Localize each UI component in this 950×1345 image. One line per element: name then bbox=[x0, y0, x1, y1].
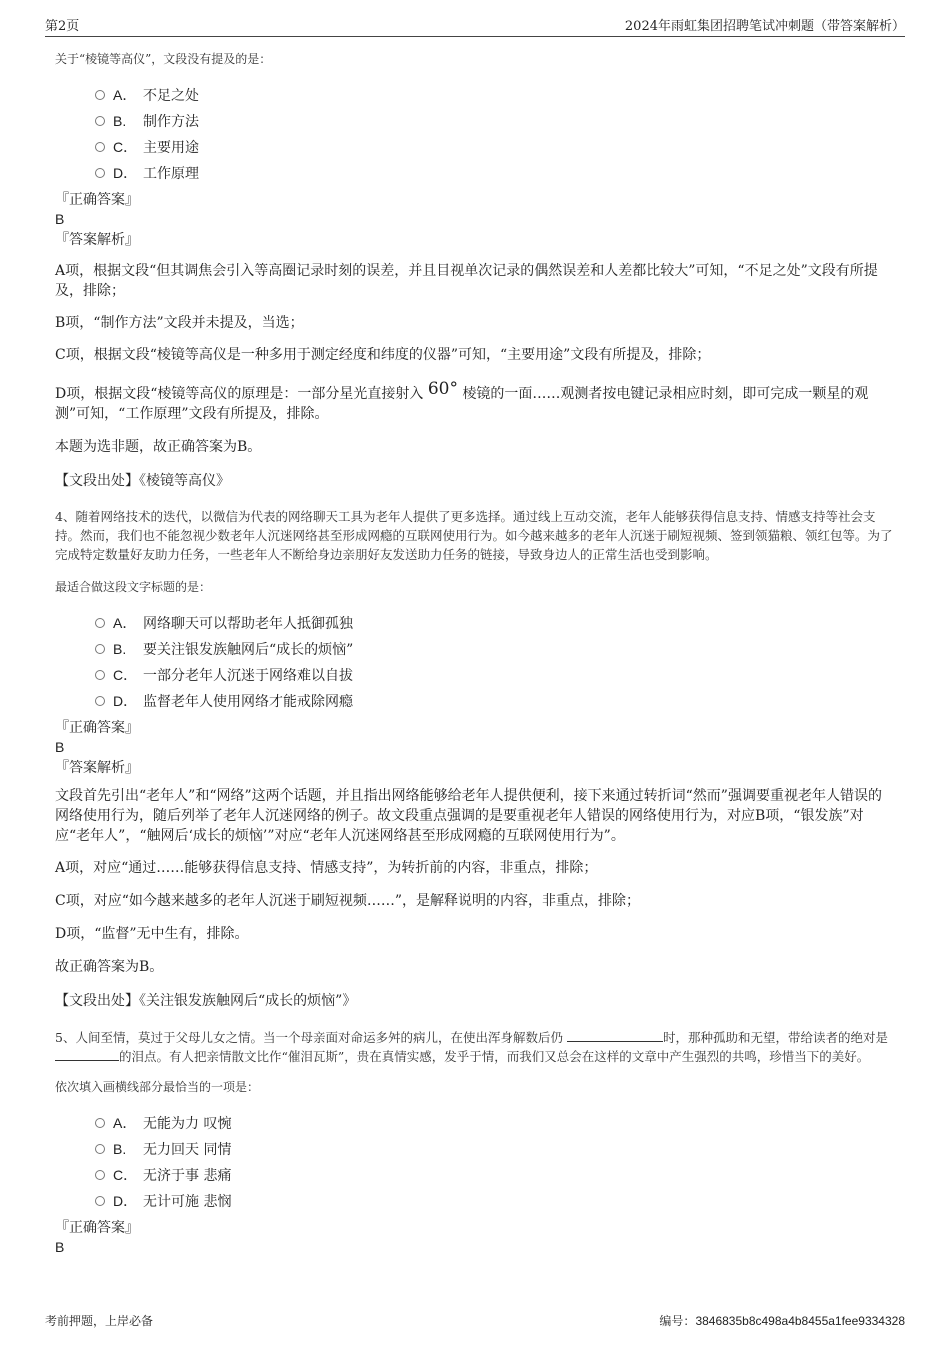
answer-label: 『正确答案』 bbox=[55, 720, 139, 736]
explanation-text: 棱镜的一面……观测者按电键记录相应时刻，即可完成一颗星的观测”可知，“工作原理”文段有所提及，排除。 bbox=[55, 386, 869, 422]
option-list bbox=[95, 1110, 895, 1214]
question-passage: 4、随着网络技术的迭代，以微信为代表的网络聊天工具为老年人提供了更多选择。通过线上互动交流，老年人能够获得信息支持、情感支持等社会支持。然而，我们也不能忽视少数老年人沉迷网络甚至形成网瘾的互联网使用行为。如今越来越多的老年人沉迷于刷短视频、签到领猫粮、领红包等。为了完成特定数量好友助力任务，一些老年人不断给身边亲朋好友发送助力任务的链接，导致身边人的正常生活也受到影响。 bbox=[55, 509, 893, 562]
option-letter: A． bbox=[113, 615, 137, 631]
option-text: 一部分老年人沉迷于网络难以自拔 bbox=[143, 668, 353, 684]
option-letter: D． bbox=[113, 693, 138, 709]
option-a[interactable] bbox=[95, 82, 895, 108]
option-letter: C． bbox=[113, 1167, 138, 1183]
explanation-paragraph: D项，“监督”无中生有，排除。 bbox=[55, 926, 249, 942]
document-title: 2024年雨虹集团招聘笔试冲刺题（带答案解析） bbox=[624, 19, 905, 34]
source-citation: 【文段出处】《关注银发族触网后“成长的烦恼”》 bbox=[55, 993, 357, 1009]
radio-icon[interactable] bbox=[95, 1170, 105, 1180]
option-a[interactable] bbox=[95, 1110, 895, 1136]
option-text: 网络聊天可以帮助老年人抵御孤独 bbox=[143, 616, 353, 632]
option-a[interactable] bbox=[95, 610, 895, 636]
fill-blank bbox=[567, 1029, 663, 1042]
fill-blank bbox=[55, 1048, 119, 1061]
passage-text: 时，那种孤助和无望，带给读者的绝对是 bbox=[662, 1030, 888, 1045]
option-text: 不足之处 bbox=[143, 88, 199, 104]
answer-label: 『正确答案』 bbox=[55, 192, 139, 208]
content bbox=[55, 44, 895, 1256]
conclusion: 故正确答案为B。 bbox=[55, 959, 164, 975]
explanation-paragraph: A项，根据文段“但其调焦会引入等高圈记录时刻的误差，并且目视单次记录的偶然误差和人差都比较大”可知，“不足之处”文段有所提及，排除； bbox=[55, 263, 878, 299]
passage-text: 的泪点。有人把亲情散文比作“催泪瓦斯”，贵在真情实感，发乎于情，而我们又总会在这样的文章中产生强烈的共鸣，珍惜当下的美好。 bbox=[119, 1049, 870, 1064]
explanation-paragraph: A项，对应“通过……能够获得信息支持、情感支持”，为转折前的内容，非重点，排除； bbox=[55, 860, 598, 876]
option-list bbox=[95, 82, 895, 186]
option-letter: D． bbox=[113, 1193, 138, 1209]
radio-icon[interactable] bbox=[95, 1118, 105, 1128]
option-text: 制作方法 bbox=[143, 114, 199, 130]
explanation-label: 『答案解析』 bbox=[55, 760, 139, 776]
explanation-text: D项，根据文段“棱镜等高仪的原理是：一部分星光直接射入 bbox=[55, 386, 424, 402]
option-text: 无力回天 同情 bbox=[143, 1142, 232, 1158]
explanation-label: 『答案解析』 bbox=[55, 232, 139, 248]
explanation-paragraph: C项，根据文段“棱镜等高仪是一种多用于测定经度和纬度的仪器”可知，“主要用途”文段有所提及，排除； bbox=[55, 347, 711, 363]
option-letter: A． bbox=[113, 87, 137, 103]
option-c[interactable] bbox=[95, 662, 895, 688]
footer-slogan: 考前押题，上岸必备 bbox=[45, 1314, 154, 1328]
page-header bbox=[45, 14, 905, 37]
angle-value: 60° bbox=[427, 379, 458, 399]
question-prompt: 关于“棱镜等高仪”，文段没有提及的是： bbox=[55, 52, 272, 66]
option-text: 要关注银发族触网后“成长的烦恼” bbox=[143, 642, 354, 658]
radio-icon[interactable] bbox=[95, 168, 105, 178]
option-d[interactable] bbox=[95, 1188, 895, 1214]
option-text: 无能为力 叹惋 bbox=[143, 1116, 232, 1132]
option-text: 无济于事 悲痛 bbox=[143, 1168, 232, 1184]
option-text: 工作原理 bbox=[143, 166, 199, 182]
passage-text: 5、人间至情，莫过于父母儿女之情。当一个母亲面对命运多舛的病儿，在使出浑身解数后仍 bbox=[55, 1030, 563, 1045]
option-letter: D． bbox=[113, 165, 138, 181]
answer-label: 『正确答案』 bbox=[55, 1220, 139, 1236]
option-list bbox=[95, 610, 895, 714]
option-b[interactable] bbox=[95, 108, 895, 134]
option-letter: B. bbox=[113, 113, 127, 129]
question-passage bbox=[55, 1028, 895, 1066]
document-id-value: 3846835b8c498a4b8455a1fee9334328 bbox=[695, 1314, 905, 1328]
radio-icon[interactable] bbox=[95, 618, 105, 628]
explanation-paragraph: B项，“制作方法”文段并未提及，当选； bbox=[55, 315, 304, 331]
document-id bbox=[659, 1312, 905, 1329]
option-b[interactable] bbox=[95, 1136, 895, 1162]
radio-icon[interactable] bbox=[95, 696, 105, 706]
page-number: 第2页 bbox=[45, 19, 80, 34]
document-id-label: 编号： bbox=[659, 1314, 696, 1328]
answer-value: B bbox=[55, 739, 65, 755]
radio-icon[interactable] bbox=[95, 670, 105, 680]
source-citation: 【文段出处】《棱镜等高仪》 bbox=[55, 473, 230, 489]
explanation-paragraph: 文段首先引出“老年人”和“网络”这两个话题，并且指出网络能够给老年人提供便利，接下来通过转折词“然而”强调要重视老年人错误的网络使用行为，随后列举了老年人沉迷网络的例子。故文段重点强调的是要重视老年人错误的网络使用行为，对应B项，“银发族”对应“老年人”，“触网后‘成长的烦恼’”对应“老年人沉迷网络甚至形成网瘾的互联网使用行为”。 bbox=[55, 788, 882, 844]
conclusion: 本题为选非题，故正确答案为B。 bbox=[55, 439, 262, 455]
option-letter: B. bbox=[113, 641, 127, 657]
explanation-paragraph: C项，对应“如今越来越多的老年人沉迷于刷短视频……”，是解释说明的内容，非重点，排除； bbox=[55, 893, 641, 909]
option-d[interactable] bbox=[95, 160, 895, 186]
option-text: 无计可施 悲悯 bbox=[143, 1194, 232, 1210]
question-prompt: 依次填入画横线部分最恰当的一项是： bbox=[55, 1080, 260, 1094]
question-prompt: 最适合做这段文字标题的是： bbox=[55, 580, 212, 594]
option-d[interactable] bbox=[95, 688, 895, 714]
option-letter: C． bbox=[113, 139, 138, 155]
option-letter: C． bbox=[113, 667, 138, 683]
page-footer bbox=[45, 1312, 905, 1329]
option-text: 主要用途 bbox=[143, 140, 199, 156]
option-text: 监督老年人使用网络才能戒除网瘾 bbox=[143, 694, 353, 710]
explanation-paragraph bbox=[55, 379, 895, 424]
option-letter: A． bbox=[113, 1115, 137, 1131]
radio-icon[interactable] bbox=[95, 644, 105, 654]
option-b[interactable] bbox=[95, 636, 895, 662]
radio-icon[interactable] bbox=[95, 1196, 105, 1206]
radio-icon[interactable] bbox=[95, 1144, 105, 1154]
radio-icon[interactable] bbox=[95, 90, 105, 100]
answer-value: B bbox=[55, 211, 65, 227]
option-letter: B. bbox=[113, 1141, 127, 1157]
answer-value: B bbox=[55, 1239, 65, 1255]
radio-icon[interactable] bbox=[95, 116, 105, 126]
radio-icon[interactable] bbox=[95, 142, 105, 152]
option-c[interactable] bbox=[95, 1162, 895, 1188]
option-c[interactable] bbox=[95, 134, 895, 160]
